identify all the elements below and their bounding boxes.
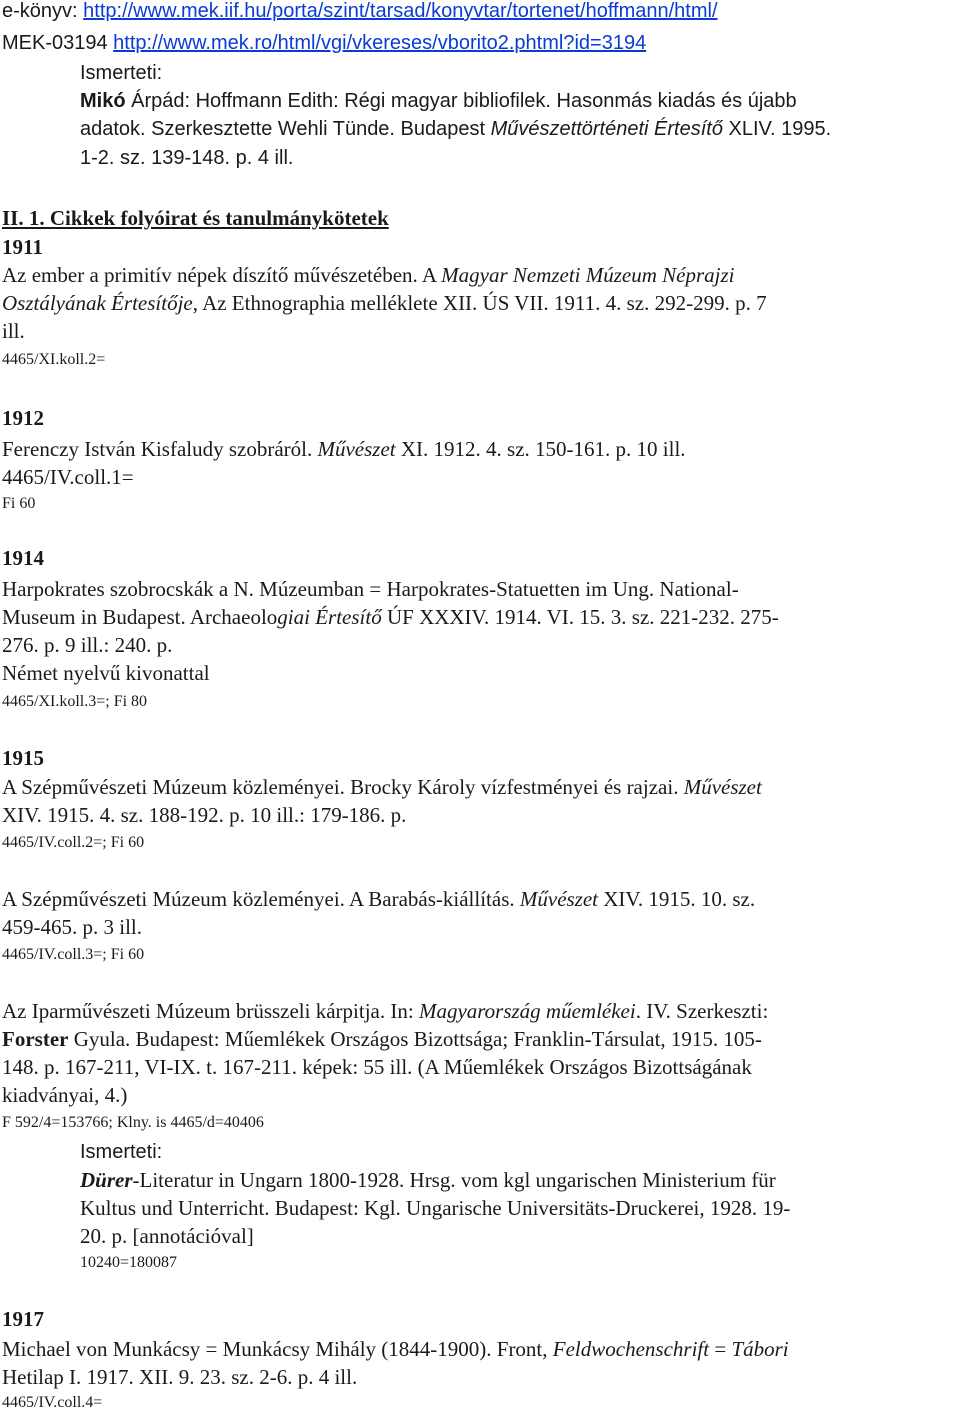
entry-1915c-line-2: Forster Gyula. Budapest: Műemlékek Országos Bizottsága; Franklin-Társulat, 1915. 105- <box>2 1027 762 1051</box>
review-line-3: 1-2. sz. 139-148. p. 4 ill. <box>80 147 294 169</box>
entry-1912-signature: Fi 60 <box>2 495 36 512</box>
entry-1914-line-4: Német nyelvű kivonattal <box>2 661 210 685</box>
entry-1915c-line-4: kiadványai, 4.) <box>2 1083 128 1107</box>
entry-1915b-signature: 4465/IV.coll.3=; Fi 60 <box>2 946 145 963</box>
entry-1915a-signature: 4465/IV.coll.2=; Fi 60 <box>2 834 145 851</box>
entry-1917-line-1: Michael von Munkácsy = Munkácsy Mihály (1844-1900). Front, Feldwochenschrift = Tábori <box>2 1337 789 1361</box>
review-label: Ismerteti: <box>80 62 163 84</box>
entry-1915c-review-line-1: Dürer-Literatur in Ungarn 1800-1928. Hrsg. vom kgl ungarischen Ministerium für <box>80 1168 776 1192</box>
entry-1911-line-2: Osztályának Értesítője, Az Ethnographia melléklete XII. ÚS VII. 1911. 4. sz. 292-299. p. 7 <box>2 291 767 315</box>
mek-link[interactable]: http://www.mek.ro/html/vgi/vkereses/vborito2.phtml?id=3194 <box>113 32 647 54</box>
entry-1915b-line-2: 459-465. p. 3 ill. <box>2 915 142 939</box>
entry-1914-signature: 4465/XI.koll.3=; Fi 80 <box>2 693 148 710</box>
entry-1915c-review-line-3: 20. p. [annotációval] <box>80 1224 254 1248</box>
entry-1914-line-1: Harpokrates szobrocskák a N. Múzeumban = Harpokrates-Statuetten im Ung. National- <box>2 577 739 601</box>
section-heading: II. 1. Cikkek folyóirat és tanulmánykötetek <box>2 206 389 230</box>
entry-1915c-review-signature: 10240=180087 <box>80 1254 178 1271</box>
entry-1911-signature: 4465/XI.koll.2= <box>2 351 106 368</box>
entry-1914-line-2: Museum in Budapest. Archaeologiai Értesítő ÚF XXXIV. 1914. VI. 15. 3. sz. 221-232. 275- <box>2 605 779 629</box>
mek-line <box>2 30 646 56</box>
ebook-link[interactable]: http://www.mek.iif.hu/porta/szint/tarsad/konyvtar/tortenet/hoffmann/html/ <box>83 0 718 22</box>
review-line-1: Mikó Árpád: Hoffmann Edith: Régi magyar bibliofilek. Hasonmás kiadás és újabb <box>80 90 797 112</box>
year-heading-1912: 1912 <box>2 406 44 430</box>
entry-1915b-line-1: A Szépművészeti Múzeum közleményei. A Barabás-kiállítás. Művészet XIV. 1915. 10. sz. <box>2 887 756 911</box>
entry-1915c-line-3: 148. p. 167-211, VI-IX. t. 167-211. képek: 55 ill. (A Műemlékek Országos Bizottságának <box>2 1055 752 1079</box>
ebook-line <box>2 0 718 24</box>
entry-1915c-line-1: Az Iparművészeti Múzeum brüsszeli kárpitja. In: Magyarország műemlékei. IV. Szerkeszti: <box>2 999 769 1023</box>
year-heading-1911: 1911 <box>2 235 43 259</box>
review-line-2: adatok. Szerkesztette Wehli Tünde. Budapest Művészettörténeti Értesítő XLIV. 1995. <box>80 118 832 140</box>
entry-1912-line-1: Ferenczy István Kisfaludy szobráról. Művészet XI. 1912. 4. sz. 150-161. p. 10 ill. <box>2 437 686 461</box>
entry-1915a-line-2: XIV. 1915. 4. sz. 188-192. p. 10 ill.: 179-186. p. <box>2 803 407 827</box>
author-forster: Forster <box>2 1027 69 1051</box>
year-heading-1915: 1915 <box>2 746 44 770</box>
ebook-label: e-könyv: <box>2 0 84 22</box>
year-heading-1917: 1917 <box>2 1307 44 1331</box>
entry-1917-signature: 4465/IV.coll.4= <box>2 1394 103 1411</box>
entry-1914-line-3: 276. p. 9 ill.: 240. p. <box>2 633 173 657</box>
entry-1915c-review-label: Ismerteti: <box>80 1141 163 1163</box>
entry-1911-line-1: Az ember a primitív népek díszítő művészetében. A Magyar Nemzeti Múzeum Néprajzi <box>2 263 735 287</box>
entry-1915a-line-1: A Szépművészeti Múzeum közleményei. Brocky Károly vízfestményei és rajzai. Művészet <box>2 775 762 799</box>
entry-1915c-review-line-2: Kultus und Unterricht. Budapest: Kgl. Ungarische Universitäts-Druckerei, 1928. 19- <box>80 1196 791 1220</box>
entry-1911-line-3: ill. <box>2 319 25 343</box>
journal-title: Művészettörténeti Értesítő <box>490 118 723 140</box>
year-heading-1914: 1914 <box>2 546 44 570</box>
mek-label: MEK-03194 <box>2 32 114 54</box>
entry-1915c-signature: F 592/4=153766; Klny. is 4465/d=40406 <box>2 1114 264 1131</box>
entry-1917-line-2: Hetilap I. 1917. XII. 9. 23. sz. 2-6. p. 4 ill. <box>2 1365 358 1389</box>
entry-1912-line-2: 4465/IV.coll.1= <box>2 465 134 489</box>
review-author: Mikó <box>80 90 126 112</box>
